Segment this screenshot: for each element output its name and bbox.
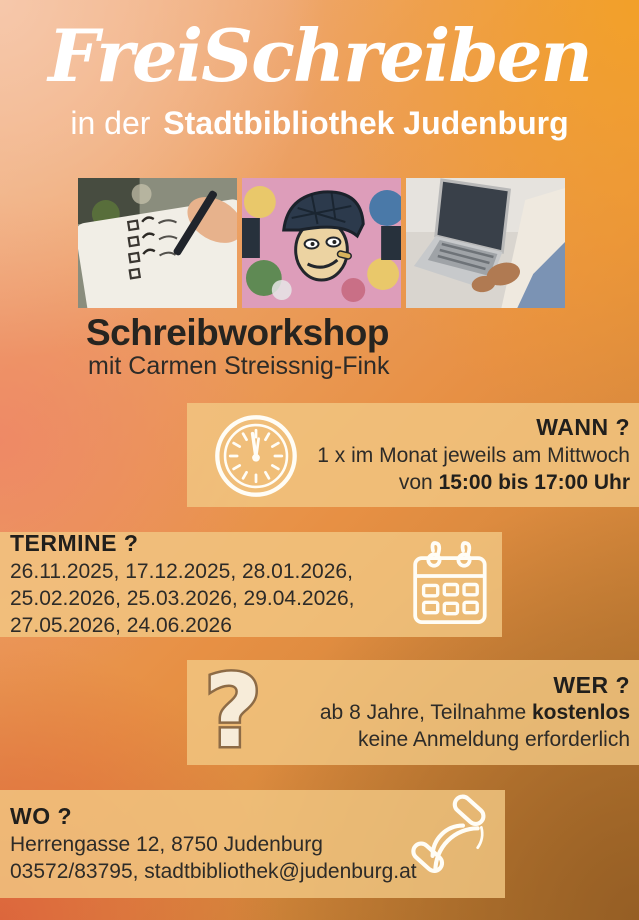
workshop-instructor: mit Carmen Streissnig-Fink bbox=[88, 352, 390, 380]
svg-text:?: ? bbox=[203, 662, 263, 764]
photo-graffiti-art bbox=[242, 178, 401, 308]
wer-age-line bbox=[187, 700, 630, 727]
wo-address: Herrengasse 12, 8750 Judenburg bbox=[10, 832, 323, 856]
poster-title: FreiSchreiben bbox=[48, 13, 591, 98]
wer-free-label: kostenlos bbox=[531, 701, 630, 725]
section-wer bbox=[187, 660, 639, 765]
wo-heading: WO ? bbox=[10, 803, 73, 830]
wer-heading: WER ? bbox=[553, 671, 630, 698]
termine-dates-line-1: 26.11.2025, 17.12.2025, 28.01.2026, bbox=[10, 559, 353, 583]
wer-age-prefix: ab 8 Jahre, Teilnahme bbox=[319, 701, 527, 725]
wann-heading: WANN ? bbox=[536, 414, 630, 441]
wann-frequency: 1 x im Monat jeweils am Mittwoch bbox=[317, 443, 630, 467]
section-wann bbox=[187, 403, 639, 507]
poster-subtitle bbox=[0, 104, 639, 142]
termine-heading: TERMINE ? bbox=[10, 530, 139, 557]
section-wo bbox=[0, 790, 505, 898]
section-termine bbox=[0, 532, 502, 637]
subtitle-prefix: in der bbox=[70, 105, 151, 141]
wer-registration-line: keine Anmeldung erforderlich bbox=[358, 728, 630, 752]
wann-text bbox=[187, 403, 639, 507]
wann-time-prefix: von bbox=[398, 470, 433, 494]
calendar-icon bbox=[402, 537, 496, 632]
phone-icon bbox=[405, 794, 497, 894]
wo-contact: 03572/83795, stadtbibliothek@judenburg.at bbox=[10, 859, 417, 883]
photo-notebook-writing bbox=[78, 178, 237, 308]
workshop-title: Schreibworkshop bbox=[86, 312, 389, 353]
photo-laptop-typing bbox=[406, 178, 565, 308]
wann-time bbox=[187, 470, 630, 497]
termine-dates-line-3: 27.05.2026, 24.06.2026 bbox=[10, 613, 232, 637]
subtitle-location: Stadtbibliothek Judenburg bbox=[163, 105, 569, 141]
termine-dates-line-2: 25.02.2026, 25.03.2026, 29.04.2026, bbox=[10, 586, 355, 610]
wer-text bbox=[187, 660, 639, 765]
wann-time-value: 15:00 bis 17:00 Uhr bbox=[438, 470, 630, 494]
photo-strip bbox=[78, 178, 565, 308]
